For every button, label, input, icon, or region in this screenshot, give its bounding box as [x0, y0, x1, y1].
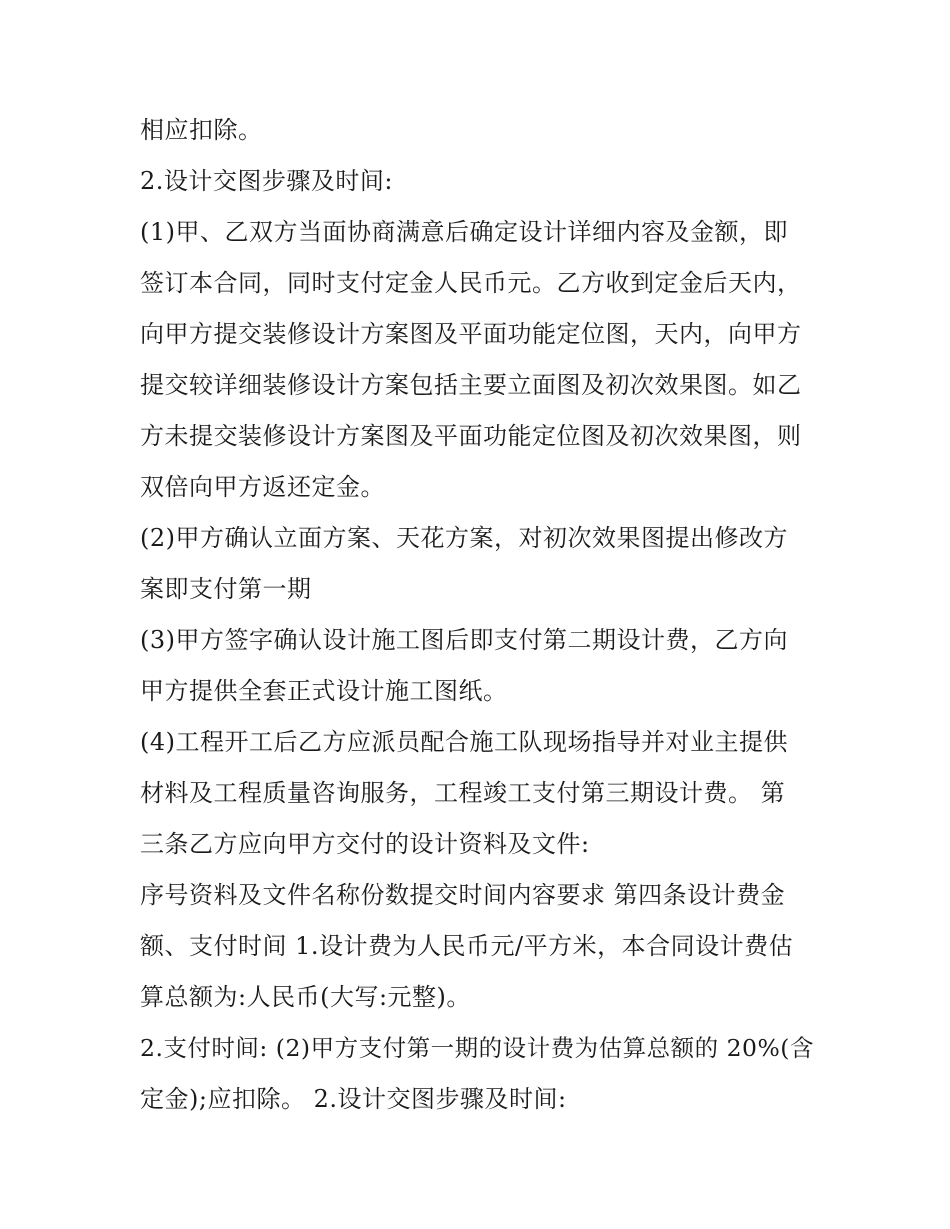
text-line: 额、支付时间 1.设计费为人民币元/平方米，本合同设计费估	[140, 932, 794, 960]
text-line: 双倍向甲方返还定金。	[140, 473, 385, 501]
text-line: 序号资料及文件名称份数提交时间内容要求 第四条设计费金	[140, 881, 786, 909]
text-line: 方未提交装修设计方案图及平面功能定位图及初次效果图，则	[140, 422, 802, 450]
text-line: 定金);应扣除。 2.设计交图步骤及时间:	[140, 1085, 567, 1113]
text-line: 材料及工程质量咨询服务，工程竣工支付第三期设计费。 第	[140, 779, 786, 807]
text-line: (4)工程开工后乙方应派员配合施工队现场指导并对业主提供	[140, 728, 788, 756]
text-line: 提交较详细装修设计方案包括主要立面图及初次效果图。如乙	[140, 371, 802, 399]
text-line: (2)甲方确认立面方案、天花方案，对初次效果图提出修改方	[140, 524, 788, 552]
text-line: 向甲方提交装修设计方案图及平面功能定位图，天内，向甲方	[140, 320, 802, 348]
text-line: (3)甲方签字确认设计施工图后即支付第二期设计费，乙方向	[140, 626, 788, 654]
text-line: (1)甲、乙双方当面协商满意后确定设计详细内容及金额，即	[140, 218, 788, 246]
text-line: 三条乙方应向甲方交付的设计资料及文件:	[140, 830, 590, 858]
text-line: 签订本合同，同时支付定金人民币元。乙方收到定金后天内，	[140, 269, 802, 297]
text-line: 相应扣除。	[140, 116, 263, 144]
text-line: 案即支付第一期	[140, 575, 312, 603]
text-line: 2.支付时间: (2)甲方支付第一期的设计费为估算总额的 20%(含	[140, 1034, 814, 1062]
section-heading: 2.设计交图步骤及时间:	[140, 167, 393, 195]
text-line: 算总额为:人民币(大写:元整)。	[140, 983, 471, 1011]
text-line: 甲方提供全套正式设计施工图纸。	[140, 677, 508, 705]
